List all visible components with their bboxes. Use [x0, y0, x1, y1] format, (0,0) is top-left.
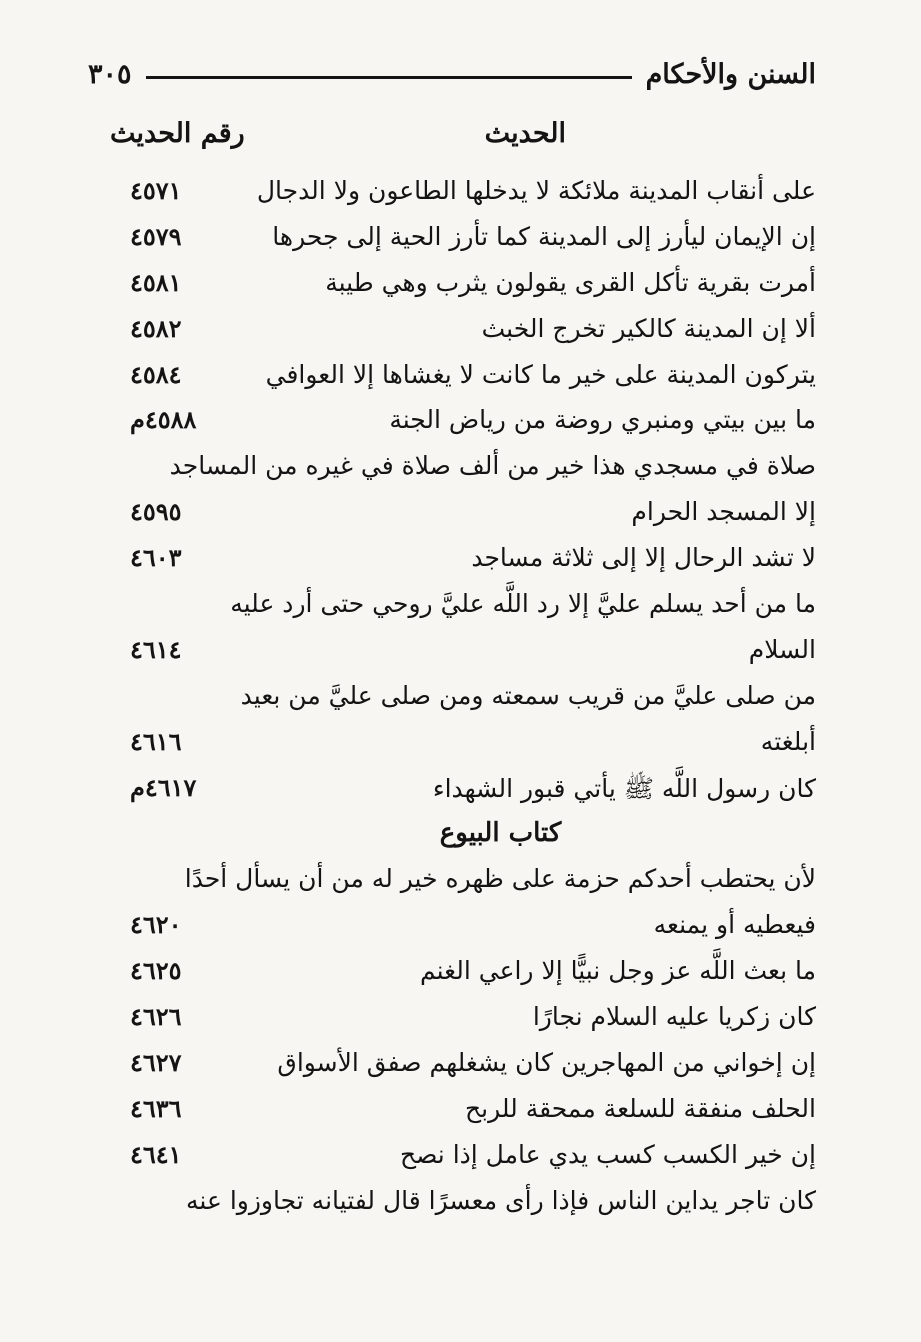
index-line	[0, 858, 921, 904]
hadith-number: ٤٥٨١	[130, 267, 182, 297]
hadith-text: السلام	[748, 634, 816, 664]
column-header-hadith: الحديث	[484, 118, 566, 149]
hadith-number: ٤٥٨٢	[130, 313, 182, 343]
index-line	[0, 262, 921, 308]
index-line	[0, 216, 921, 262]
hadith-text: ألا إن المدينة كالكير تخرج الخبث	[481, 313, 816, 343]
hadith-index-list	[0, 170, 921, 1225]
hadith-text: كان تاجر يداين الناس فإذا رأى معسرًا قال لفتيانه تجاوزوا عنه	[186, 1185, 816, 1215]
hadith-text: ما بعث اللَّه عز وجل نبيًّا إلا راعي الغنم	[419, 956, 816, 986]
index-line	[0, 629, 921, 675]
hadith-number: ٤٦١٤	[130, 634, 182, 664]
index-line	[0, 904, 921, 950]
hadith-text: الحلف منفقة للسلعة ممحقة للربح	[464, 1093, 816, 1123]
hadith-number: ٤٥٩٥	[130, 497, 182, 527]
hadith-text: أبلغته	[760, 726, 816, 756]
hadith-text: ما من أحد يسلم عليَّ إلا رد اللَّه عليَّ روحي حتى أرد عليه	[230, 589, 816, 619]
running-header	[88, 54, 816, 94]
hadith-number: ٤٥٧١	[130, 176, 182, 205]
index-line	[0, 537, 921, 583]
hadith-number: ٤٦٢٦	[130, 1002, 182, 1032]
hadith-number: ٤٦٢٠	[130, 910, 182, 940]
hadith-text: فيعطيه أو يمنعه	[653, 910, 816, 940]
hadith-text: من صلى عليَّ من قريب سمعته ومن صلى عليَّ من بعيد	[240, 680, 816, 710]
index-line	[0, 491, 921, 537]
index-line	[0, 950, 921, 996]
index-line	[0, 399, 921, 445]
hadith-text: صلاة في مسجدي هذا خير من ألف صلاة في غيره من المساجد	[169, 451, 816, 481]
hadith-text: إلا المسجد الحرام	[631, 497, 816, 527]
section-heading	[0, 812, 921, 858]
section-title: كتاب البيوع	[439, 818, 562, 849]
index-line	[0, 675, 921, 721]
index-line	[0, 308, 921, 354]
index-line	[0, 583, 921, 629]
hadith-text: لأن يحتطب أحدكم حزمة على ظهره خير له من أن يسأل أحدًا	[184, 864, 816, 894]
hadith-text: أمرت بقرية تأكل القرى يقولون يثرب وهي طيبة	[325, 267, 816, 297]
hadith-text: إن إخواني من المهاجرين كان يشغلهم صفق الأسواق	[277, 1047, 816, 1077]
index-line	[0, 354, 921, 400]
page-number: ٣٠٥	[88, 58, 132, 90]
index-line	[0, 1134, 921, 1180]
hadith-number: ٤٥٨٤	[130, 359, 182, 389]
hadith-number: ٤٥٧٩	[130, 221, 182, 251]
hadith-number: ٤٥٨٨م	[130, 405, 197, 435]
index-line	[0, 170, 921, 216]
hadith-text: كان رسول اللَّه ﷺ يأتي قبور الشهداء	[432, 773, 816, 803]
index-line	[0, 445, 921, 491]
header-rule	[146, 76, 632, 79]
index-line	[0, 1042, 921, 1088]
index-line	[0, 1180, 921, 1226]
hadith-number: ٤٦٠٣	[130, 543, 182, 573]
column-header-number: رقم الحديث	[110, 118, 245, 149]
hadith-number: ٤٦١٧م	[130, 772, 197, 802]
hadith-number: ٤٦٤١	[130, 1139, 182, 1169]
hadith-text: يتركون المدينة على خير ما كانت لا يغشاها إلا العوافي	[265, 359, 816, 389]
hadith-text: إن خير الكسب كسب يدي عامل إذا نصح	[399, 1139, 816, 1169]
hadith-number: ٤٦٣٦	[130, 1093, 182, 1123]
hadith-number: ٤٦٢٥	[130, 956, 182, 986]
hadith-text: إن الإيمان ليأرز إلى المدينة كما تأرز الحية إلى جحرها	[272, 221, 816, 251]
index-line	[0, 721, 921, 767]
index-line	[0, 996, 921, 1042]
index-line	[0, 767, 921, 813]
index-line	[0, 1088, 921, 1134]
hadith-text: على أنقاب المدينة ملائكة لا يدخلها الطاعون ولا الدجال	[256, 176, 816, 205]
hadith-text: لا تشد الرحال إلا إلى ثلاثة مساجد	[471, 543, 816, 573]
hadith-number: ٤٦٢٧	[130, 1047, 182, 1077]
hadith-text: كان زكريا عليه السلام نجارًا	[532, 1002, 816, 1032]
hadith-number: ٤٦١٦	[130, 726, 182, 756]
hadith-text: ما بين بيتي ومنبري روضة من رياض الجنة	[389, 405, 816, 435]
book-title: السنن والأحكام	[645, 58, 816, 90]
